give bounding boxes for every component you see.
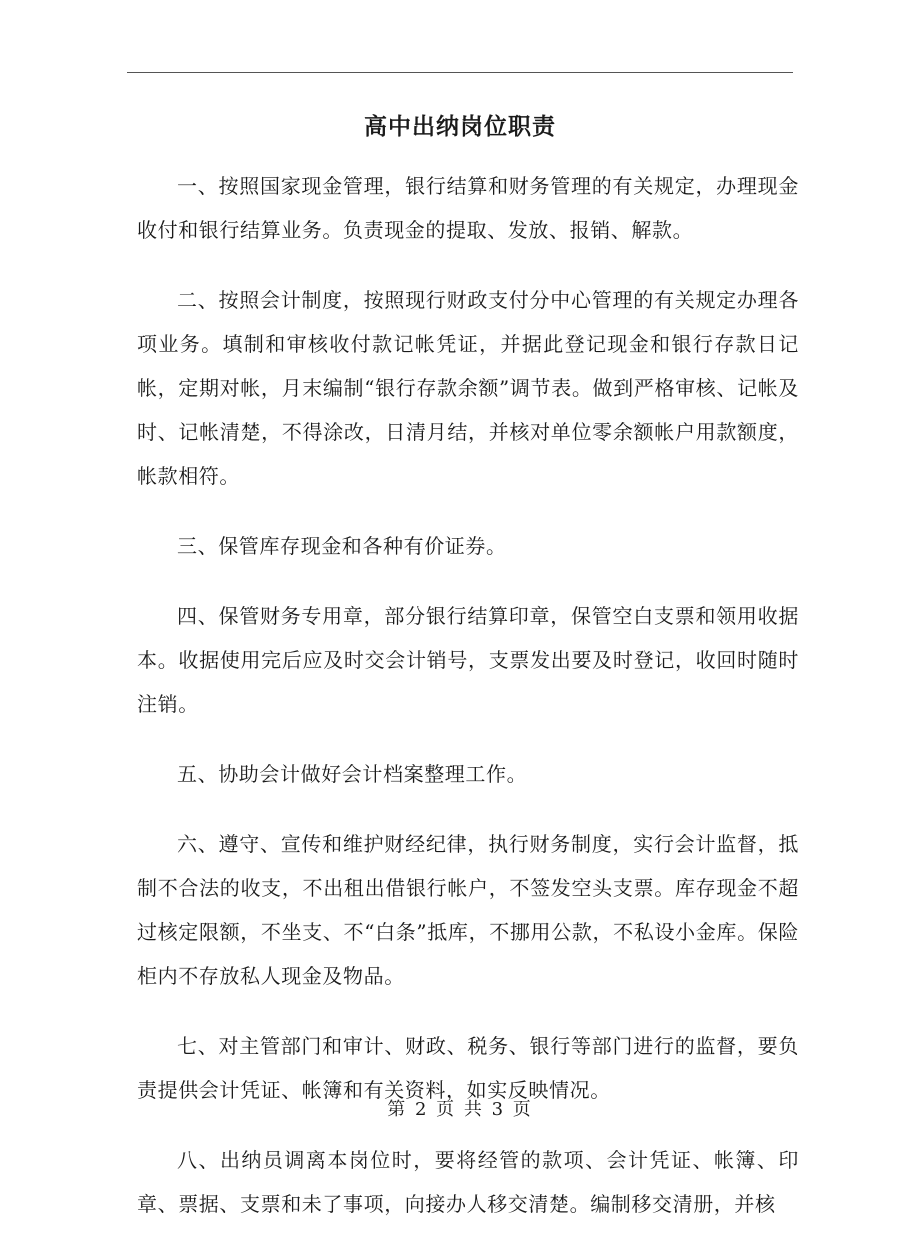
paragraph-7: 七、对主管部门和审计、财政、税务、银行等部门进行的监督，要负责提供会计凭证、帐簿和有关资料，如实反映情况。: [137, 1034, 799, 1102]
paragraph-5: 五、协助会计做好会计档案整理工作。: [177, 762, 528, 786]
paragraph-2: 二、按照会计制度，按照现行财政支付分中心管理的有关规定办理各项业务。填制和审核收付款记帐凭证，并据此登记现金和银行存款日记帐，定期对帐，月末编制“银行存款余额”调节表。做到严格审核、记帐及时、记帐清楚，不得涂改，日清月结，并核对单位零余额帐户用款额度，帐款相符。: [137, 288, 799, 488]
paragraph-8: 八、出纳员调离本岗位时，要将经管的款项、会计凭证、帐簿、印章、票据、支票和未了事项，向接办人移交清楚。编制移交清册，并核: [137, 1148, 799, 1216]
paragraph-6: 六、遵守、宣传和维护财经纪律，执行财务制度，实行会计监督，抵制不合法的收支，不出租出借银行帐户，不签发空头支票。库存现金不超过核定限额，不坐支、不“白条”抵库，不挪用公款，不私设小金库。保险柜内不存放私人现金及物品。: [137, 832, 799, 988]
page-number-footer: 第 2 页 共 3 页: [387, 1099, 533, 1120]
paragraph-4: 四、保管财务专用章，部分银行结算印章，保管空白支票和领用收据本。收据使用完后应及时交会计销号，支票发出要及时登记，收回时随时注销。: [137, 604, 799, 716]
paragraph-1: 一、按照国家现金管理，银行结算和财务管理的有关规定，办理现金收付和银行结算业务。负责现金的提取、发放、报销、解款。: [137, 174, 799, 242]
document-title: 高中出纳岗位职责: [364, 113, 556, 140]
document-body: [137, 164, 799, 1252]
header-rule: [127, 72, 793, 73]
paragraph-3: 三、保管库存现金和各种有价证券。: [177, 534, 507, 558]
